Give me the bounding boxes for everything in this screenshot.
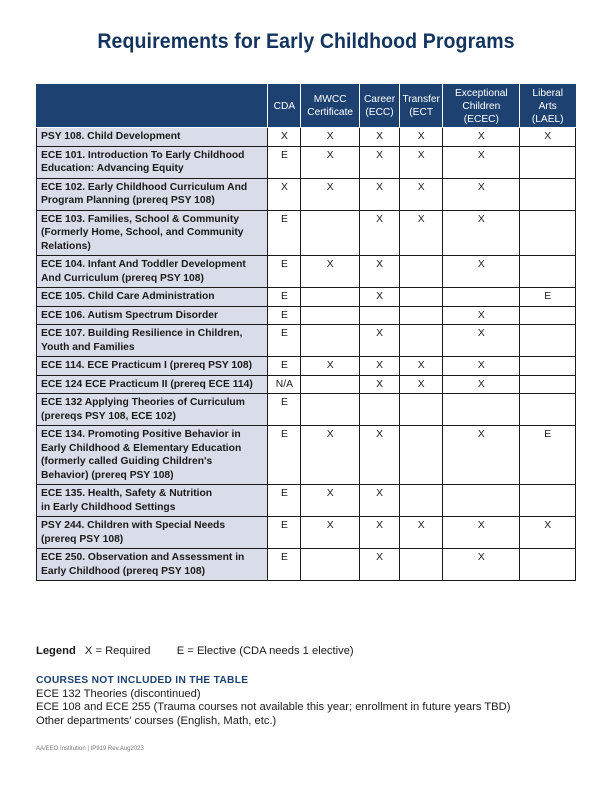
course-cell: [37, 375, 268, 394]
course-cell: [37, 256, 268, 288]
column-header-line: (ECT: [409, 107, 434, 118]
requirement-mark-cell: [301, 375, 360, 394]
requirement-mark-cell: X: [400, 210, 443, 256]
course-cell: [37, 325, 268, 357]
requirement-mark-cell: [301, 306, 360, 325]
requirements-table: [36, 84, 576, 581]
requirement-mark-cell: [301, 394, 360, 426]
course-name-line: Program Planning (prereq PSY 108): [41, 195, 215, 206]
requirement-mark-cell: [400, 485, 443, 517]
table-row: [37, 325, 576, 357]
footer-text: AA/EEO Institution | IP919 Rev.Aug2023: [36, 746, 144, 752]
requirement-mark-cell: X: [359, 256, 399, 288]
course-cell: [37, 485, 268, 517]
course-name-line: ECE 102. Early Childhood Curriculum And: [41, 181, 248, 193]
not-included-line: ECE 132 Theories (discontinued): [36, 687, 201, 700]
requirement-mark-cell: [301, 325, 360, 357]
requirement-mark-cell: X: [359, 146, 399, 178]
table-row: [37, 485, 576, 517]
requirement-mark-cell: X: [443, 178, 520, 210]
requirement-mark-cell: X: [443, 256, 520, 288]
course-cell: [37, 128, 268, 147]
requirement-mark-cell: [359, 306, 399, 325]
table-row: [37, 394, 576, 426]
course-name-line: PSY 244. Children with Special Needs: [41, 520, 226, 531]
course-name-line: ECE 105. Child Care Administration: [41, 291, 215, 302]
course-cell: [37, 517, 268, 549]
requirement-mark-cell: X: [400, 517, 443, 549]
course-name-line: ECE 103. Families, School & Community: [41, 213, 239, 225]
requirement-mark-cell: [443, 394, 520, 426]
course-name-line: (prereqs PSY 108, ECE 102): [41, 410, 176, 422]
requirement-mark-cell: X: [301, 357, 360, 376]
requirement-mark-cell: E: [268, 288, 301, 307]
requirement-mark-cell: E: [520, 426, 576, 485]
course-name-line: (prereq PSY 108): [41, 533, 124, 545]
requirement-mark-cell: X: [443, 375, 520, 394]
table-row: [37, 288, 576, 307]
column-header-line: (ECEC): [463, 113, 499, 125]
column-header-line: Exceptional: [455, 87, 508, 99]
requirement-mark-cell: [400, 394, 443, 426]
legend-elective: E = Elective (CDA needs 1 elective): [176, 645, 354, 657]
requirement-mark-cell: [520, 394, 576, 426]
table-row: [37, 306, 576, 325]
course-cell: [37, 549, 268, 581]
course-name-line: Relations): [41, 240, 91, 252]
requirement-mark-cell: E: [268, 256, 301, 288]
requirement-mark-cell: [400, 288, 443, 307]
not-included-heading: COURSES NOT INCLUDED IN THE TABLE: [36, 675, 249, 686]
course-name-line: ECE 104. Infant And Toddler Development: [41, 259, 246, 270]
table-row: [37, 178, 576, 210]
column-header: [443, 85, 520, 128]
course-name-line: ECE 134. Promoting Positive Behavior in: [41, 429, 241, 440]
column-header: [520, 85, 576, 128]
courses-not-included: [36, 674, 596, 728]
requirement-mark-cell: X: [359, 357, 399, 376]
course-name-line: Behavior) (prereq PSY 108): [41, 469, 174, 481]
requirement-mark-cell: E: [268, 549, 301, 581]
course-cell: [37, 178, 268, 210]
requirement-mark-cell: [400, 549, 443, 581]
requirement-mark-cell: [301, 288, 360, 307]
requirement-mark-cell: X: [359, 288, 399, 307]
table-row: [37, 517, 576, 549]
course-cell: [37, 146, 268, 178]
requirement-mark-cell: [520, 146, 576, 178]
requirement-mark-cell: X: [359, 549, 399, 581]
requirement-mark-cell: X: [443, 306, 520, 325]
legend-label: Legend: [36, 645, 76, 657]
not-included-line: ECE 108 and ECE 255 (Trauma courses not available this year; enrollment in future years TBD): [36, 701, 511, 713]
requirement-mark-cell: [520, 485, 576, 517]
course-name-line: ECE 132 Applying Theories of Curriculum: [41, 397, 245, 408]
requirement-mark-cell: E: [268, 325, 301, 357]
table-body: [37, 128, 576, 581]
requirement-mark-cell: [520, 549, 576, 581]
column-header-line: Liberal: [532, 87, 563, 99]
requirement-mark-cell: E: [268, 426, 301, 485]
requirement-mark-cell: [400, 325, 443, 357]
requirement-mark-cell: X: [359, 325, 399, 357]
requirement-mark-cell: X: [520, 517, 576, 549]
column-header-line: Arts: [538, 100, 557, 112]
course-name-line: ECE 106. Autism Spectrum Disorder: [41, 309, 219, 321]
requirement-mark-cell: X: [268, 178, 301, 210]
table-row: [37, 549, 576, 581]
course-name-line: Youth and Families: [41, 341, 135, 353]
course-name-line: ECE 101. Introduction To Early Childhood: [41, 149, 245, 161]
requirement-mark-cell: [520, 325, 576, 357]
requirement-mark-cell: [400, 306, 443, 325]
requirement-mark-cell: X: [443, 549, 520, 581]
course-name-line: And Curriculum (prereq PSY 108): [41, 272, 204, 284]
course-name-line: ECE 107. Building Resilience in Children,: [41, 328, 243, 339]
column-header: [301, 85, 360, 128]
requirement-mark-cell: X: [359, 485, 399, 517]
requirement-mark-cell: X: [301, 256, 360, 288]
course-name-line: (Formerly Home, School, and Community: [41, 227, 244, 238]
requirement-mark-cell: X: [520, 128, 576, 147]
column-header-line: Children: [462, 100, 501, 112]
course-name-line: Education: Advancing Equity: [41, 163, 184, 174]
course-name-line: in Early Childhood Settings: [41, 501, 176, 513]
course-cell: [37, 306, 268, 325]
course-cell: [37, 426, 268, 485]
requirement-mark-cell: [443, 485, 520, 517]
requirement-mark-cell: X: [268, 128, 301, 147]
requirement-mark-cell: E: [268, 485, 301, 517]
requirement-mark-cell: [359, 394, 399, 426]
column-header: [268, 85, 301, 128]
requirement-mark-cell: E: [268, 306, 301, 325]
requirement-mark-cell: [400, 426, 443, 485]
requirement-mark-cell: X: [443, 210, 520, 256]
course-name-line: (formerly called Guiding Children's: [41, 456, 213, 467]
table-row: [37, 375, 576, 394]
requirement-mark-cell: [400, 256, 443, 288]
requirement-mark-cell: E: [268, 357, 301, 376]
requirement-mark-cell: [520, 178, 576, 210]
not-included-line: Other departments' courses (English, Math, etc.): [36, 714, 277, 727]
column-header-line: (LAEL): [531, 113, 564, 125]
column-header-line: (ECC): [365, 107, 394, 118]
requirement-mark-cell: X: [400, 178, 443, 210]
requirement-mark-cell: X: [443, 517, 520, 549]
requirement-mark-cell: X: [443, 146, 520, 178]
course-cell: [37, 357, 268, 376]
column-header-line: CDA: [273, 100, 296, 112]
requirement-mark-cell: X: [301, 178, 360, 210]
requirement-mark-cell: X: [359, 178, 399, 210]
column-header-line: Career: [363, 94, 396, 105]
requirement-mark-cell: X: [301, 426, 360, 485]
course-cell: [37, 394, 268, 426]
table-row: [37, 256, 576, 288]
requirement-mark-cell: E: [268, 394, 301, 426]
legend-required: X = Required: [84, 645, 151, 657]
requirement-mark-cell: X: [301, 146, 360, 178]
requirement-mark-cell: X: [443, 426, 520, 485]
table-row: [37, 146, 576, 178]
course-name-line: ECE 114. ECE Practicum I (prereq PSY 108): [41, 360, 252, 371]
requirement-mark-cell: [520, 375, 576, 394]
column-header-line: MWCC: [313, 94, 347, 105]
course-name-line: PSY 108. Child Development: [41, 131, 181, 142]
table-row: [37, 128, 576, 147]
course-name-line: ECE 250. Observation and Assessment in: [41, 552, 245, 563]
column-header-line: Transfer: [402, 94, 440, 105]
requirement-mark-cell: X: [443, 325, 520, 357]
requirement-mark-cell: X: [359, 426, 399, 485]
requirement-mark-cell: [301, 549, 360, 581]
requirement-mark-cell: E: [268, 517, 301, 549]
header-blank-cell: [37, 85, 268, 128]
requirement-mark-cell: X: [359, 210, 399, 256]
column-header-line: Certificate: [307, 107, 354, 118]
course-cell: [37, 288, 268, 307]
requirement-mark-cell: X: [400, 128, 443, 147]
requirement-mark-cell: E: [268, 210, 301, 256]
requirement-mark-cell: N/A: [268, 375, 301, 394]
requirement-mark-cell: [520, 306, 576, 325]
course-cell: [37, 210, 268, 256]
requirement-mark-cell: [520, 357, 576, 376]
column-header: [400, 85, 443, 128]
requirement-mark-cell: X: [359, 375, 399, 394]
requirement-mark-cell: X: [301, 128, 360, 147]
requirement-mark-cell: [301, 210, 360, 256]
course-name-line: Early Childhood (prereq PSY 108): [41, 565, 206, 577]
table-row: [37, 210, 576, 256]
requirement-mark-cell: X: [301, 517, 360, 549]
legend: [36, 645, 354, 657]
table-row: [37, 426, 576, 485]
column-header: [359, 85, 399, 128]
requirement-mark-cell: X: [301, 485, 360, 517]
requirement-mark-cell: X: [443, 128, 520, 147]
requirement-mark-cell: X: [400, 146, 443, 178]
requirement-mark-cell: [520, 256, 576, 288]
course-name-line: ECE 135. Health, Safety & Nutrition: [41, 488, 213, 499]
requirement-mark-cell: X: [359, 128, 399, 147]
requirement-mark-cell: X: [443, 357, 520, 376]
requirement-mark-cell: E: [520, 288, 576, 307]
table-row: [37, 357, 576, 376]
page-title: Requirements for Early Childhood Programs: [97, 30, 515, 53]
course-name-line: Early Childhood & Elementary Education: [41, 442, 242, 454]
requirement-mark-cell: [520, 210, 576, 256]
table-header-row: [37, 85, 576, 128]
requirement-mark-cell: X: [400, 357, 443, 376]
requirement-mark-cell: X: [400, 375, 443, 394]
course-name-line: ECE 124 ECE Practicum II (prereq ECE 114): [41, 378, 253, 390]
requirement-mark-cell: E: [268, 146, 301, 178]
requirement-mark-cell: [443, 288, 520, 307]
requirement-mark-cell: X: [359, 517, 399, 549]
